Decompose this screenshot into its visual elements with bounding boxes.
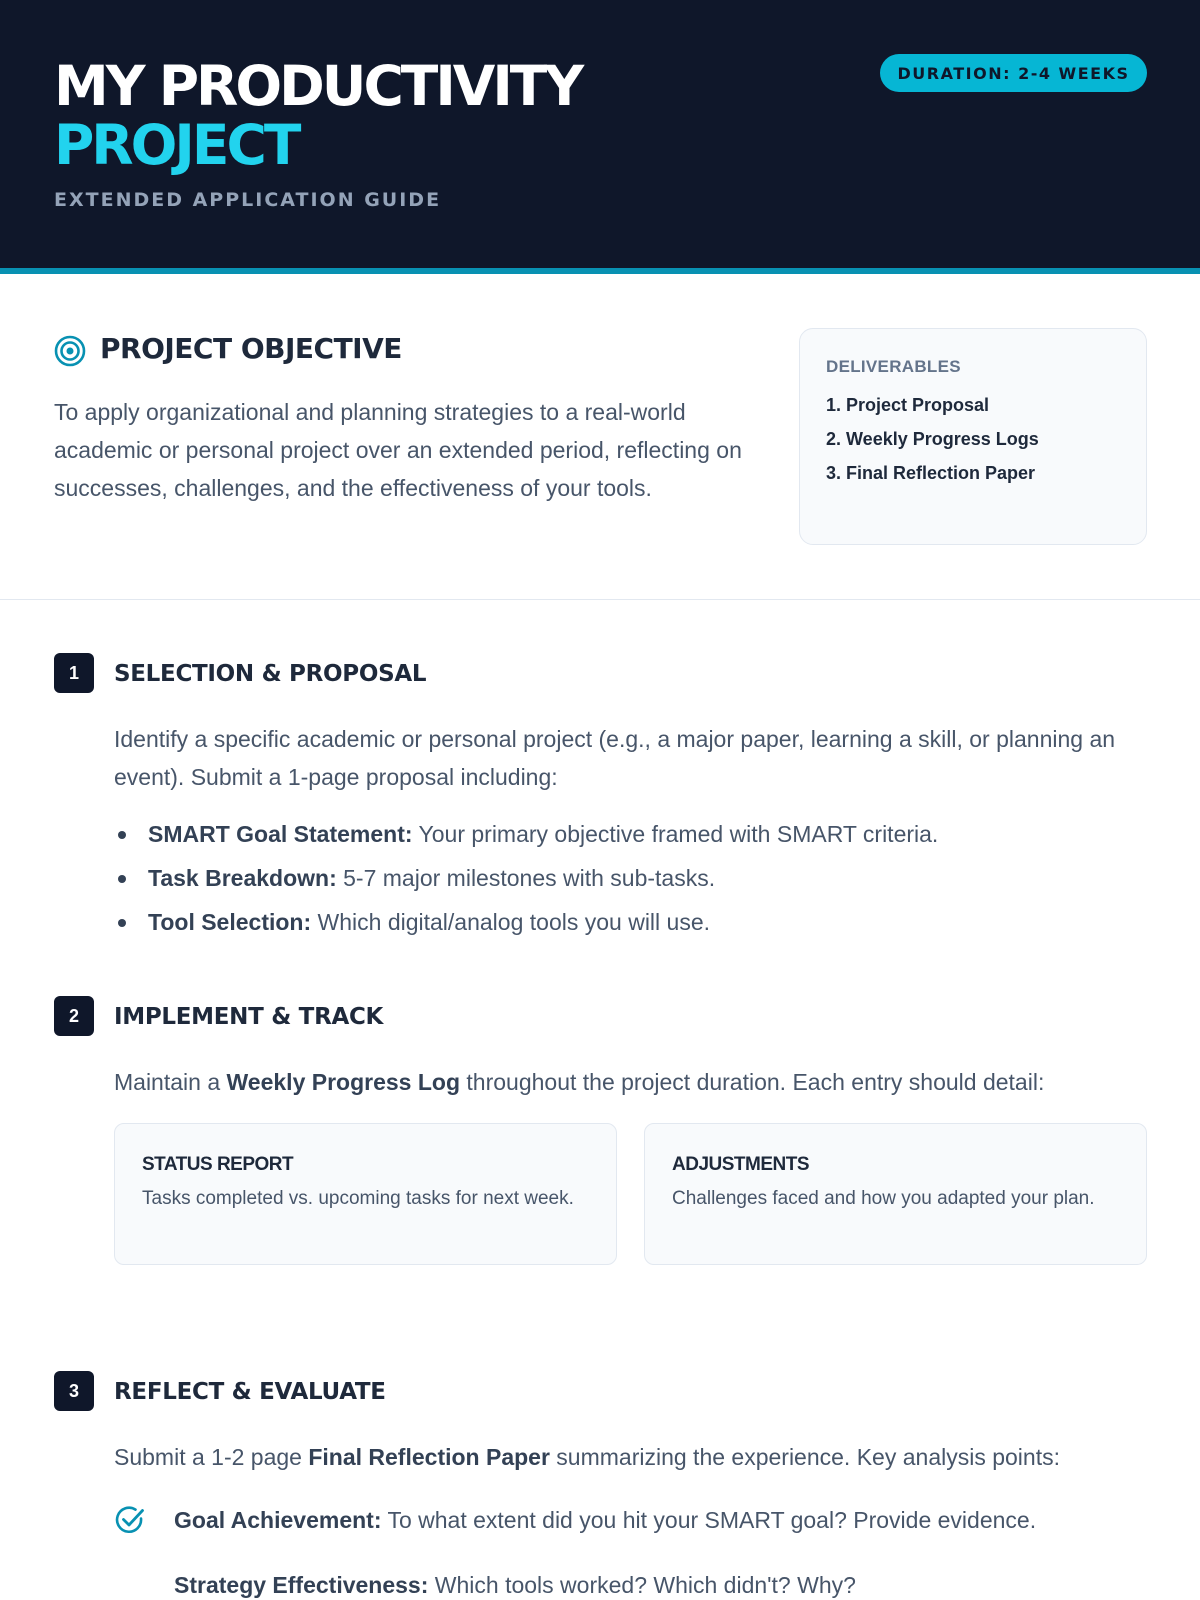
step-3-text: [114, 1438, 1154, 1476]
bullet-text: Your primary objective framed with SMART criteria.: [412, 821, 939, 847]
page-title-line-1: MY PRODUCTIVITY: [54, 54, 582, 118]
step-2-text-start: Maintain a: [114, 1069, 227, 1095]
bullet-text: Which digital/analog tools you will use.: [311, 909, 711, 935]
page-subtitle: EXTENDED APPLICATION GUIDE: [54, 189, 442, 211]
list-item: [118, 909, 710, 936]
step-2-number: 2: [54, 996, 94, 1036]
step-1-number: 1: [54, 653, 94, 693]
objective-text: To apply organizational and planning strategies to a real-world academic or personal project over an extended period, reflecting on successes, challenges, and the effectiveness of your tools.: [54, 399, 742, 501]
step-3-title: REFLECT & EVALUATE: [114, 1379, 386, 1405]
step-2-text: [114, 1063, 1154, 1101]
bullet-label: Tool Selection:: [148, 909, 312, 935]
section-divider: [0, 599, 1200, 600]
deliverable-item: 1. Project Proposal: [826, 395, 990, 415]
card-title: ADJUSTMENTS: [672, 1154, 810, 1175]
step-3-text-bold: Final Reflection Paper: [308, 1444, 550, 1470]
header-banner: [0, 0, 1200, 274]
list-item: [118, 865, 715, 892]
analysis-point: [174, 1507, 1036, 1534]
step-1-title: SELECTION & PROPOSAL: [114, 661, 427, 687]
card-text: Challenges faced and how you adapted your plan.: [672, 1188, 1095, 1209]
deliverable-item: 3. Final Reflection Paper: [826, 463, 1036, 483]
check-circle-icon: [114, 1504, 146, 1536]
list-item: [118, 821, 938, 848]
analysis-point-label: Goal Achievement:: [174, 1507, 382, 1533]
analysis-point-text: Which tools worked? Which didn't? Why?: [428, 1572, 856, 1598]
card-text: Tasks completed vs. upcoming tasks for next week.: [142, 1188, 574, 1209]
card-title: STATUS REPORT: [142, 1154, 294, 1175]
step-1-text: Identify a specific academic or personal project (e.g., a major paper, learning a skill, or planning an event). Submit a 1-page proposal including:: [114, 726, 1116, 790]
bullet-icon: [118, 919, 126, 927]
adjustments-card: [644, 1123, 1147, 1265]
target-icon: [54, 335, 86, 367]
bullet-label: Task Breakdown:: [148, 865, 337, 891]
page-title-line-2: PROJECT: [54, 113, 299, 177]
step-2-title: IMPLEMENT & TRACK: [114, 1004, 384, 1030]
bullet-label: SMART Goal Statement:: [148, 821, 413, 847]
step-3-number: 3: [54, 1371, 94, 1411]
analysis-point-label: Strategy Effectiveness:: [174, 1572, 429, 1598]
analysis-point-text: To what extent did you hit your SMART goal? Provide evidence.: [381, 1507, 1037, 1533]
step-2-text-end: throughout the project duration. Each entry should detail:: [460, 1069, 1045, 1095]
deliverable-item: 2. Weekly Progress Logs: [826, 429, 1039, 449]
objective-title: PROJECT OBJECTIVE: [100, 332, 402, 365]
duration-badge: DURATION: 2-4 WEEKS: [880, 54, 1147, 92]
status-report-card: [114, 1123, 617, 1265]
bullet-icon: [118, 875, 126, 883]
step-2-text-bold: Weekly Progress Log: [226, 1069, 461, 1095]
analysis-point: [174, 1572, 856, 1599]
step-3-text-start: Submit a 1-2 page: [114, 1444, 309, 1470]
bullet-icon: [118, 831, 126, 839]
deliverables-box: [799, 328, 1147, 545]
step-3-text-end: summarizing the experience. Key analysis points:: [549, 1444, 1060, 1470]
bullet-text: 5-7 major milestones with sub-tasks.: [336, 865, 716, 891]
deliverables-title: DELIVERABLES: [826, 357, 961, 376]
